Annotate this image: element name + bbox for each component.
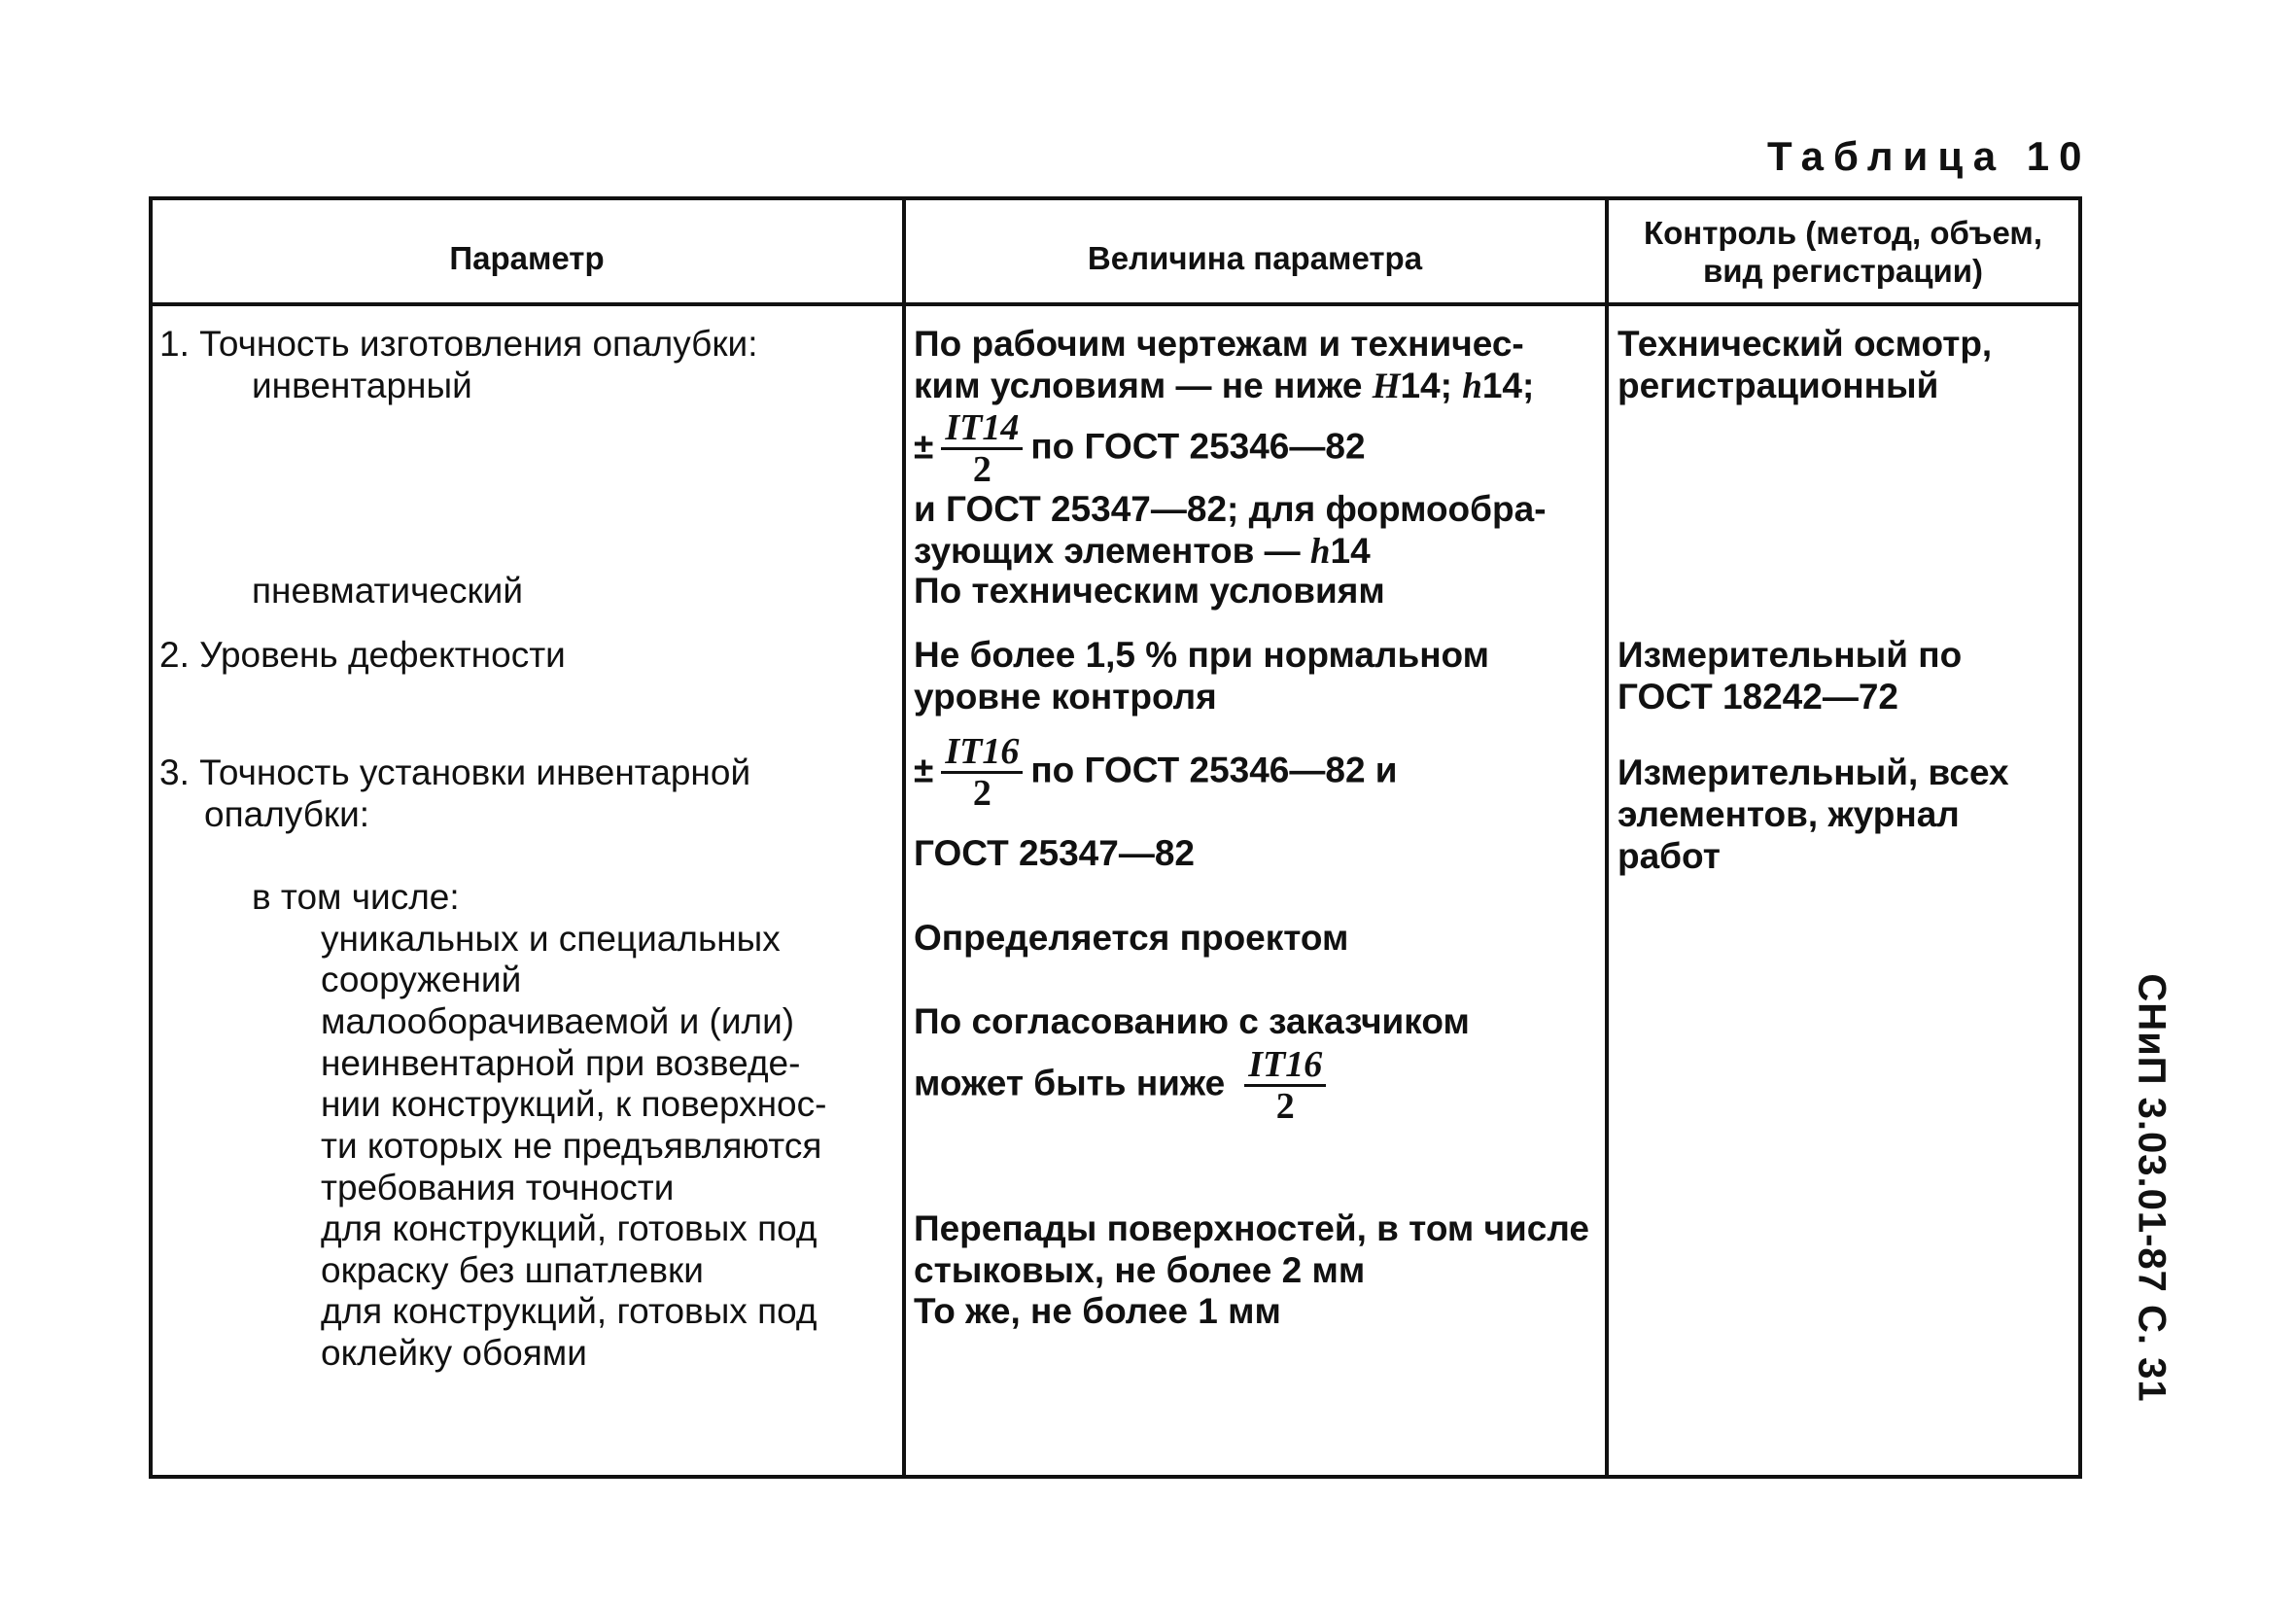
r3-control-line1: Измерительный, всех: [1618, 752, 2009, 792]
r3-value-line4: По согласованию с заказчиком: [914, 1001, 1470, 1041]
header-control-line2: вид регистрации): [1702, 253, 1984, 289]
r3-value-gost: по ГОСТ 25346—82 и: [1030, 750, 1398, 790]
r1-value-line2-14a: 14;: [1400, 366, 1463, 405]
r3-fraction-numerator: IT16: [941, 732, 1023, 774]
r3-param-line14: оклейку обоями: [321, 1333, 587, 1373]
r3-param-line7: неинвентарной при возведе-: [321, 1043, 801, 1083]
r1-fraction-denominator: 2: [972, 449, 991, 490]
r1-param-line2: инвентарный: [252, 366, 472, 405]
r1-control-line2: регистрационный: [1618, 366, 1939, 405]
r1-value-line4: и ГОСТ 25347—82; для формообра-: [914, 489, 1547, 529]
r3-value-line2: ГОСТ 25347—82: [914, 833, 1195, 873]
r3-param-line11: для конструкций, готовых под: [321, 1208, 818, 1248]
r3-value-line3: Определяется проектом: [914, 918, 1349, 958]
r1-value-plusminus: ±: [914, 426, 934, 467]
r2-value-line2: уровне контроля: [914, 677, 1217, 717]
r3-line5-fraction-numerator: IT16: [1244, 1045, 1326, 1087]
r1-value-line1: По рабочим чертежам и техничес-: [914, 324, 1524, 364]
r1-value-line2: [914, 365, 1534, 407]
r1-value-line2-h: h: [1462, 367, 1482, 406]
r1-param-line3: пневматический: [252, 571, 523, 611]
r1-fraction-numerator: IT14: [941, 408, 1023, 450]
r3-param-line3: в том числе:: [252, 877, 460, 917]
r3-param-line13: для конструкций, готовых под: [321, 1291, 818, 1331]
r2-param-line1: 2. Уровень дефектности: [159, 635, 566, 675]
r1-param-line1: 1. Точность изготовления опалубки:: [159, 324, 758, 364]
r3-value-line6: Перепады поверхностей, в том числе: [914, 1208, 1589, 1248]
r3-param-line1: 3. Точность установки инвентарной: [159, 752, 751, 792]
r3-line5-fraction-denominator: 2: [1275, 1086, 1295, 1127]
r1-value-line5-h: h: [1309, 532, 1331, 572]
r1-value-line2-text: ким условиям — не ниже: [914, 366, 1373, 405]
r3-value-line5: [914, 1045, 1334, 1126]
r3-value-line8: То же, не более 1 мм: [914, 1291, 1281, 1331]
r3-control-line3: работ: [1618, 836, 1721, 876]
header-control-line1: Контроль (метод, объем,: [1643, 215, 2043, 251]
r1-value-fraction-line: [914, 408, 1366, 489]
r1-control-line1: Технический осмотр,: [1618, 324, 1993, 364]
r1-value-line6: По техническим условиям: [914, 571, 1385, 611]
r3-value-plusminus: ±: [914, 750, 934, 790]
header-param: Параметр: [449, 240, 605, 276]
r2-value-line1: Не более 1,5 % при нормальном: [914, 635, 1490, 675]
r1-value-gost: по ГОСТ 25346—82: [1030, 426, 1366, 467]
r1-value-line5-text: зующих элементов —: [914, 531, 1310, 571]
r1-value-line2-H: H: [1372, 367, 1401, 406]
r3-value-fraction-line: [914, 732, 1398, 813]
r3-value-line5-text: может быть ниже: [914, 1063, 1226, 1103]
r3-value-line5-fraction: [1244, 1045, 1326, 1126]
table-caption: Таблица 10: [1767, 133, 2092, 179]
page-side-label: СНиП 3.03.01-87 С. 31: [2130, 973, 2174, 1403]
r1-value-line5-14: 14: [1330, 531, 1371, 571]
r3-param-line12: окраску без шпатлевки: [321, 1250, 704, 1290]
r3-fraction-denominator: 2: [972, 773, 991, 814]
r3-param-line6: малооборачиваемой и (или): [321, 1001, 795, 1041]
r3-value-fraction: [941, 732, 1023, 813]
r1-value-line2-14b: 14;: [1481, 366, 1535, 405]
r2-control-line1: Измерительный по: [1618, 635, 1963, 675]
r3-param-line5: сооружений: [321, 960, 522, 999]
r3-param-line9: ти которых не предъявляются: [321, 1126, 822, 1166]
header-value: Величина параметра: [1087, 240, 1423, 276]
r3-control-line2: элементов, журнал: [1618, 794, 1960, 834]
r1-value-line5: [914, 530, 1371, 573]
r2-control-line2: ГОСТ 18242—72: [1618, 677, 1898, 717]
r3-value-line7: стыковых, не более 2 мм: [914, 1250, 1366, 1290]
r3-param-line4: уникальных и специальных: [321, 919, 781, 959]
r3-param-line8: нии конструкций, к поверхнос-: [321, 1084, 827, 1124]
r3-param-line2: опалубки:: [204, 794, 370, 834]
r1-value-fraction: [941, 408, 1023, 489]
r3-param-line10: требования точности: [321, 1168, 675, 1207]
